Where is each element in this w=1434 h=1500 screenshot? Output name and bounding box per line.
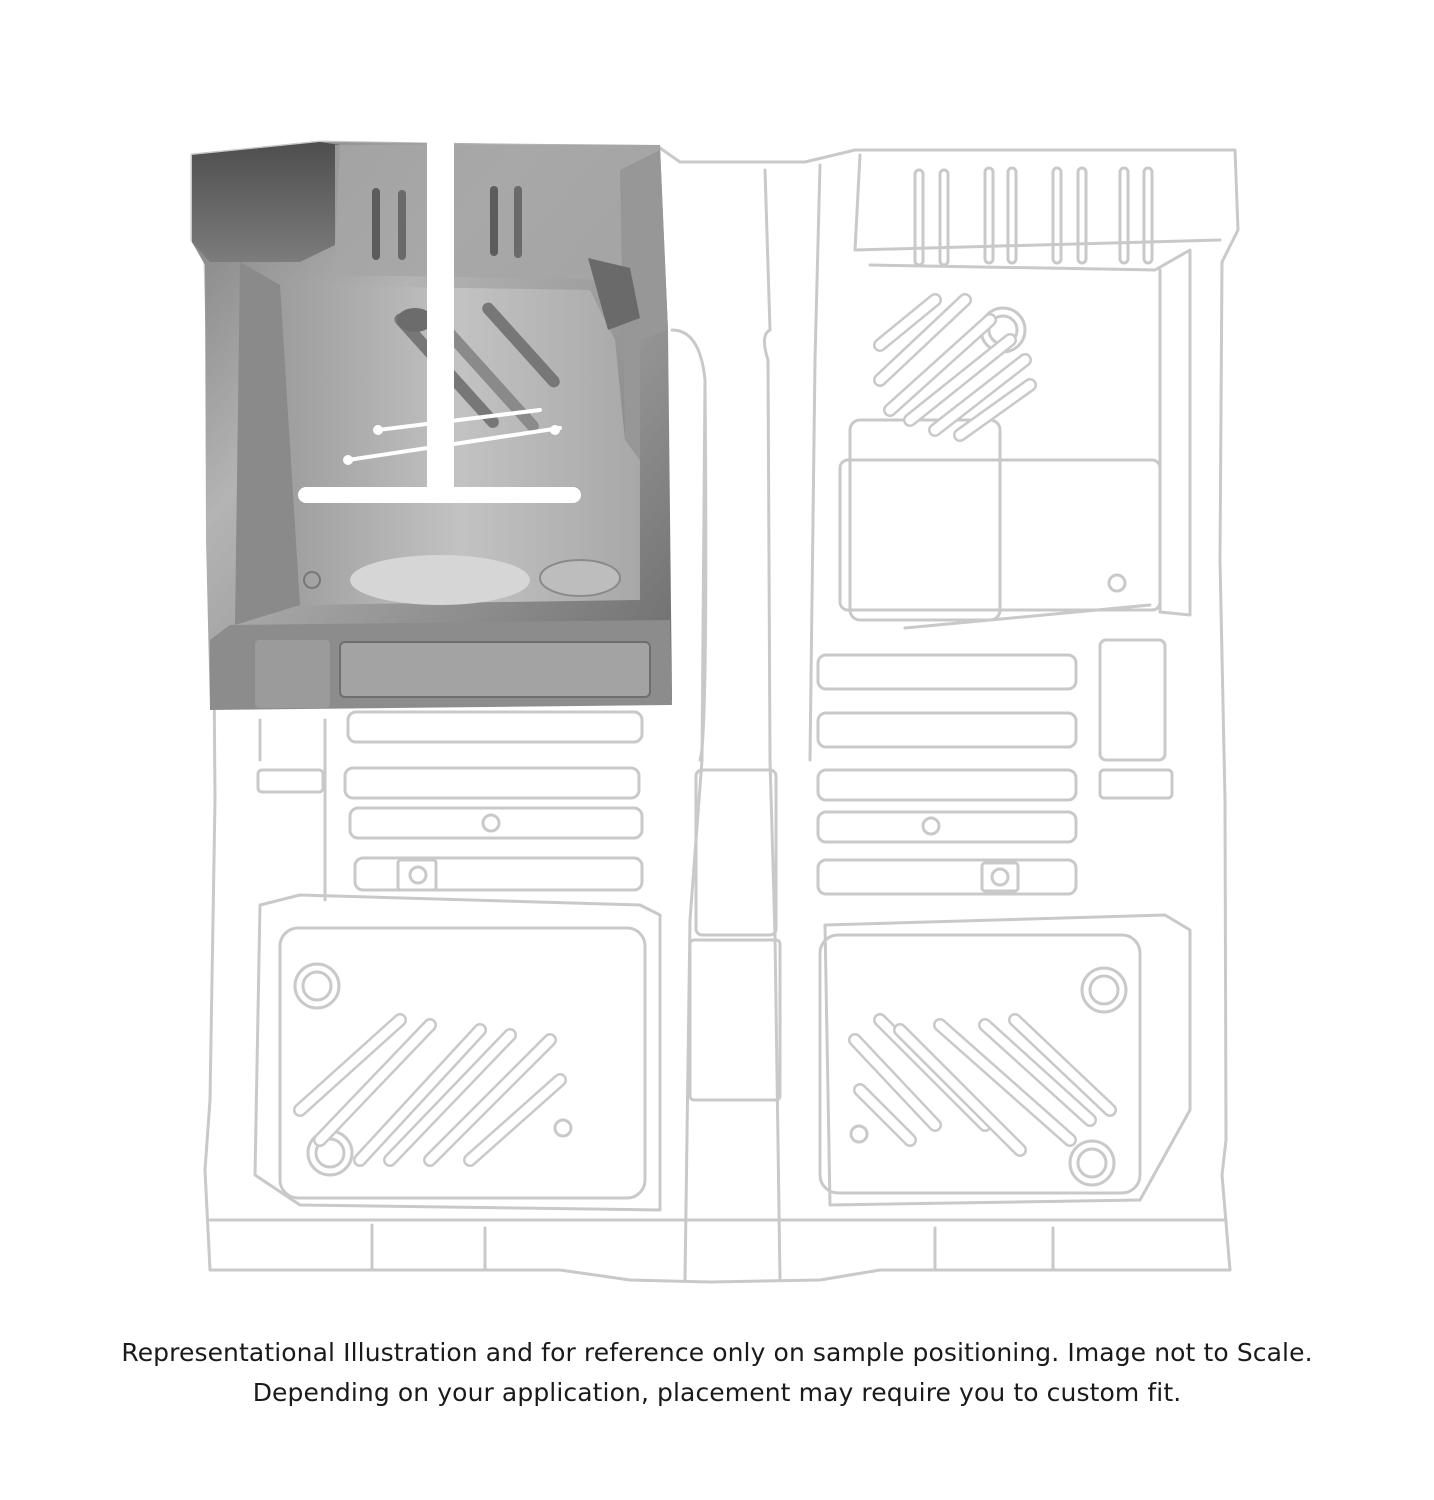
ribs-left-rear: [300, 1020, 560, 1160]
ribs-right-front: [880, 300, 1030, 435]
ribs-right-rear: [855, 1020, 1110, 1150]
caption-line-1: Representational Illustration and for reference only on sample positioning. Image not to Scale.: [121, 1338, 1313, 1367]
caption-line-2: Depending on your application, placement may require you to custom fit.: [252, 1378, 1182, 1407]
